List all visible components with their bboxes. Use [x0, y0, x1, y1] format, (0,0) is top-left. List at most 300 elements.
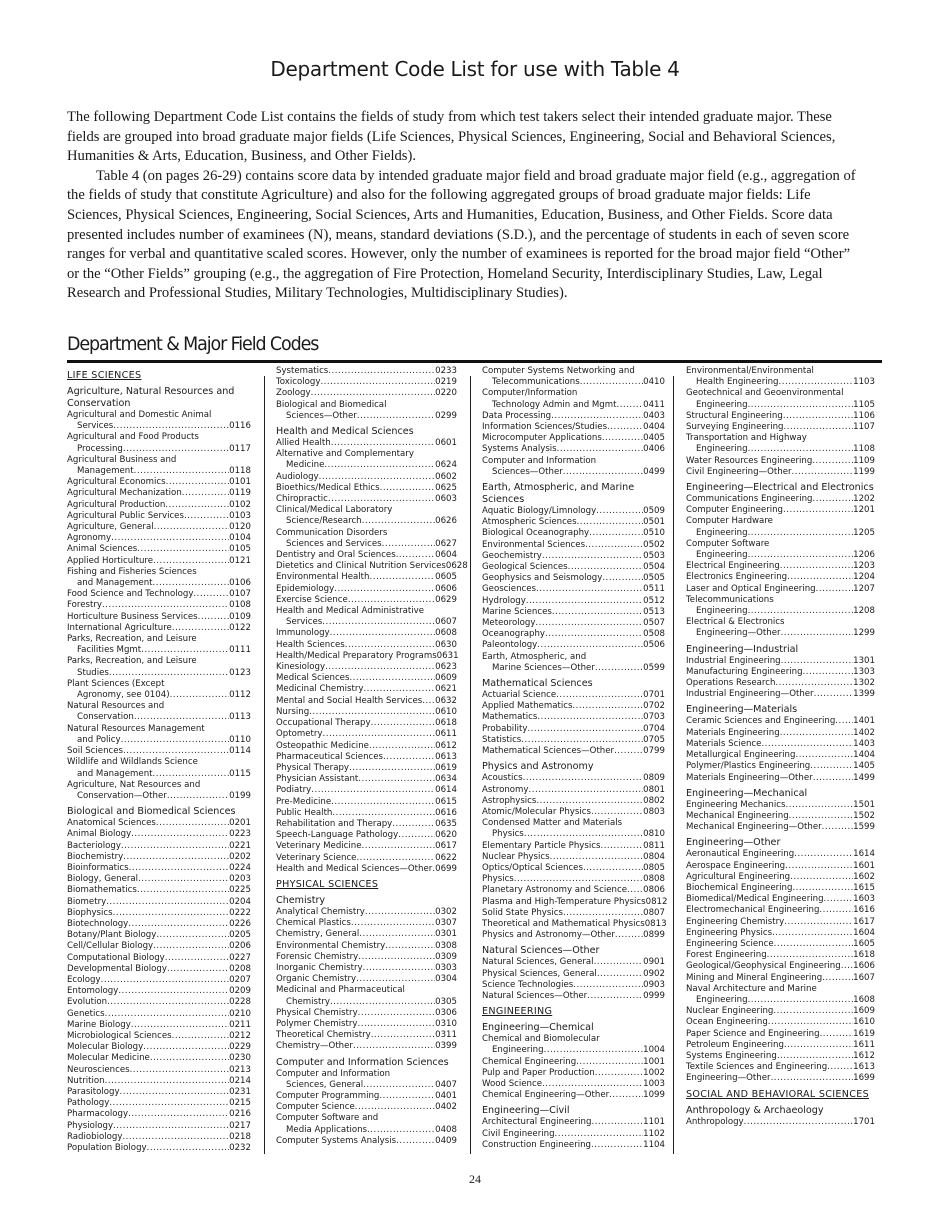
field-code: 0103 [229, 510, 251, 521]
field-name: Science Technologies [482, 979, 574, 990]
dot-leader [627, 885, 643, 896]
field-name: Ecology [67, 974, 101, 985]
field-code: 0310 [435, 1018, 457, 1029]
field-group-heading: Agriculture, Natural Resources and Conservation [67, 386, 235, 409]
field-code-entry [482, 444, 665, 455]
field-code-entry [686, 961, 875, 972]
field-name-line: Plant Sciences (Except [67, 678, 165, 689]
field-code-entry [482, 1079, 665, 1090]
field-code-entry [67, 544, 251, 555]
dot-leader [134, 712, 229, 723]
section-title: Department & Major Field Codes [67, 333, 319, 355]
field-code-entry [482, 991, 665, 1002]
field-name-line: Chemical and Biomolecular [482, 1034, 600, 1045]
field-code-entry [67, 500, 251, 511]
dot-leader [602, 433, 643, 444]
field-name: Information Sciences/Studies [482, 422, 608, 433]
field-code: 0108 [229, 600, 251, 611]
field-code-entry [67, 600, 251, 611]
field-code-entry [482, 1140, 665, 1151]
field-code: 0513 [643, 606, 665, 617]
field-code-entry [276, 628, 457, 639]
field-name: Botany/Plant Biology [67, 930, 157, 941]
field-code: 0613 [435, 751, 457, 762]
field-name: Systematics [276, 366, 329, 376]
dot-leader [334, 584, 435, 595]
field-code-entry [686, 883, 875, 894]
field-code-entry [276, 864, 457, 875]
field-code: 0207 [229, 974, 251, 985]
field-code-entry [276, 673, 457, 684]
field-code-entry [276, 377, 457, 388]
field-name: Radiobiology [67, 1131, 123, 1142]
dot-leader [813, 494, 854, 505]
field-code-entry [67, 852, 251, 863]
field-name: Probability [482, 723, 528, 734]
field-code-entry [276, 718, 457, 729]
field-code: 0902 [643, 968, 665, 979]
field-code: 0632 [435, 695, 457, 706]
dot-leader [323, 729, 436, 740]
field-code: 0609 [435, 673, 457, 684]
intro-paragraph-2: Table 4 (on pages 26-29) contains score data by intended graduate major field and broad graduate major field (e.g., aggregation of the fields of study that constitute Agriculture) and also for the following aggregated groups of broad graduate major fields: Life Sciences, Physical Sciences, Engineering, Social Sciences, Arts and Humanities, Education, Business, and Other Fields. Score data presented includes number of examinees (N), means, standard deviations (S.D.), and the percentage of students in each of seven score ranges for verbal and quantitative scaled scores. However, only the number of examinees is reported for the broad major field “Other” or the “Other Fields” grouping (e.g., the aggregation of Fire Protection, Homeland Security, Interdisciplinary Studies, Law, Legal Research and Professional Studies, Military Technologies, Multidisciplinary Studies). [67, 167, 856, 302]
field-code: 1612 [853, 1050, 875, 1061]
field-code-entry [686, 422, 875, 433]
field-name: Agricultural Economics [67, 477, 166, 488]
field-group-heading: Chemistry [276, 894, 326, 906]
field-name: Computer Engineering [686, 505, 784, 516]
field-code-entry [686, 894, 875, 905]
field-code-entry [276, 651, 457, 662]
dot-leader [348, 595, 435, 606]
field-name: Geological/Geophysical Engineering [686, 961, 841, 972]
field-code: 0304 [435, 974, 457, 985]
field-group-heading: Engineering—Materials [686, 704, 798, 716]
field-name: Applied Mathematics [482, 701, 573, 712]
field-code-entry [686, 1006, 875, 1017]
dot-leader [585, 540, 643, 551]
field-code-entry [686, 689, 875, 700]
field-code: 0811 [643, 840, 665, 851]
field-name: Computer Programming [276, 1090, 380, 1101]
field-name: Bacteriology [67, 840, 121, 851]
field-code: 0610 [435, 706, 457, 717]
field-name: Management [77, 466, 134, 477]
field-name: Atomic/Molecular Physics [482, 806, 591, 817]
field-code-entry [276, 907, 457, 918]
field-code: 0208 [229, 963, 251, 974]
field-code-entry [482, 957, 665, 968]
dot-leader [369, 741, 435, 752]
field-name: Chemical Plastics [276, 918, 351, 929]
field-name: Medicine [286, 460, 325, 471]
field-code: 0604 [435, 550, 457, 561]
field-group-heading: Biological and Biomedical Sciences [67, 806, 236, 818]
field-group-heading: Health and Medical Sciences [276, 426, 414, 438]
field-name: Optics/Optical Sciences [482, 862, 583, 873]
field-code: 0306 [435, 1007, 457, 1018]
dot-leader [595, 663, 643, 674]
dot-leader [382, 539, 435, 550]
field-code-entry [276, 707, 457, 718]
field-code: 0214 [229, 1075, 251, 1086]
field-name: Physical Sciences, General [482, 968, 597, 979]
field-name: Osteopathic Medicine [276, 740, 369, 751]
code-column-2 [276, 366, 468, 1147]
field-code-entry [686, 861, 875, 872]
field-code: 0215 [229, 1098, 251, 1109]
field-code: 0631 [436, 650, 459, 661]
field-name: Ocean Engineering [686, 1017, 768, 1028]
field-code: 0619 [435, 762, 457, 773]
dot-leader [172, 623, 229, 634]
field-code-entry [67, 986, 251, 997]
field-code-entry [276, 729, 457, 740]
dot-leader [167, 791, 229, 802]
dot-leader [781, 656, 854, 667]
dot-leader [577, 517, 644, 528]
field-code: 0499 [643, 466, 665, 477]
field-code-entry [482, 785, 665, 796]
field-code-entry [482, 540, 665, 551]
field-code-entry [482, 724, 665, 735]
field-name: International Agriculture [67, 622, 172, 633]
field-code-entry [482, 919, 665, 930]
category-heading: ENGINEERING [482, 1006, 553, 1018]
field-name: Wood Science [482, 1078, 543, 1089]
field-code-entry [67, 735, 251, 746]
field-name: Chemical Engineering—Other [482, 1090, 610, 1101]
field-name: Inorganic Chemistry [276, 962, 363, 973]
field-code: 0205 [229, 930, 251, 941]
field-code: 0119 [229, 488, 251, 499]
dot-leader [594, 957, 644, 968]
field-code-entry [67, 997, 251, 1008]
dot-leader [322, 617, 435, 628]
field-code: 0510 [643, 528, 665, 539]
field-name: Health/Medical Preparatory Programs [276, 650, 437, 661]
dot-leader [371, 1030, 435, 1041]
field-name: Applied Horticulture [67, 555, 154, 566]
field-name-line: Computer Hardware [686, 516, 773, 527]
field-code-entry [67, 1132, 251, 1143]
field-name: Geophysics and Seismology [482, 573, 603, 584]
field-code: 0121 [229, 555, 251, 566]
field-code: 0511 [643, 584, 665, 595]
dot-leader [767, 950, 853, 961]
field-code: 1104 [643, 1139, 665, 1150]
field-code-entry [276, 741, 457, 752]
dot-leader [542, 1079, 643, 1090]
field-name: Biology, General [67, 874, 139, 885]
field-code: 0812 [645, 896, 668, 907]
field-code: 0106 [229, 578, 251, 589]
dot-leader [551, 411, 643, 422]
field-code: 0399 [435, 1041, 457, 1052]
field-name: Bioethics/Medical Ethics [276, 482, 380, 493]
field-code-entry [686, 572, 875, 583]
field-name-line: Environmental/Environmental [686, 366, 814, 376]
field-code: 1204 [853, 572, 875, 583]
field-name: Operations Research [686, 678, 776, 689]
field-code: 0206 [229, 941, 251, 952]
field-code-entry [686, 377, 875, 388]
field-code-entry [67, 1065, 251, 1076]
field-name: Oceanography [482, 629, 545, 640]
field-name: Theoretical and Mathematical Physics [482, 918, 645, 929]
dot-leader [123, 746, 229, 757]
field-code: 0302 [435, 906, 457, 917]
field-code-entry [482, 433, 665, 444]
dot-leader [542, 551, 643, 562]
dot-leader [527, 724, 643, 735]
field-code-entry [686, 678, 875, 689]
field-code-entry [482, 467, 665, 478]
field-code: 0118 [229, 466, 251, 477]
dot-leader [102, 600, 229, 611]
field-name: Sciences—Other [286, 410, 357, 421]
dot-leader [600, 841, 643, 852]
dot-leader [362, 841, 436, 852]
field-name: Electrical Engineering [686, 561, 780, 572]
field-name-line: Agricultural and Food Products [67, 432, 199, 443]
field-code-entry [276, 763, 457, 774]
field-name: Electromechanical Engineering [686, 905, 820, 916]
field-code: 1609 [853, 1006, 875, 1017]
field-code: 0615 [435, 796, 457, 807]
field-code: 1402 [853, 727, 875, 738]
intro-text [67, 108, 857, 304]
field-group-heading: Engineering—Other [686, 837, 781, 849]
dot-leader [580, 377, 643, 388]
field-code: 1003 [643, 1078, 665, 1089]
field-name: Pharmaceutical Sciences [276, 751, 384, 762]
field-name-line: Earth, Atmospheric, and [482, 651, 587, 662]
field-code-entry [482, 852, 665, 863]
field-name: Conservation—Other [77, 790, 167, 801]
field-code: 0506 [643, 640, 665, 651]
field-code: 1102 [643, 1128, 665, 1139]
field-group-heading: Engineering—Mechanical [686, 787, 808, 799]
field-name: Medicinal Chemistry [276, 684, 364, 695]
field-name: Electronics Engineering [686, 572, 788, 583]
field-code: 0625 [435, 482, 457, 493]
dot-leader [156, 818, 229, 829]
field-code: 1401 [853, 716, 875, 727]
field-name: Astrophysics [482, 795, 537, 806]
dot-leader [118, 986, 229, 997]
field-code-entry [686, 528, 875, 539]
field-code-entry [686, 1117, 875, 1128]
dot-leader [835, 716, 853, 727]
field-code-entry [67, 964, 251, 975]
dot-leader [550, 852, 644, 863]
field-name: Rehabilitation and Therapy [276, 818, 393, 829]
field-name: Water Resources Engineering [686, 455, 813, 466]
field-name: Agronomy, see 0104) [77, 690, 170, 701]
dot-leader [795, 750, 853, 761]
dot-leader [369, 572, 435, 583]
field-code-entry [276, 952, 457, 963]
field-code: 0409 [435, 1135, 457, 1146]
field-code: 0311 [435, 1030, 457, 1041]
field-code: 0203 [229, 874, 251, 885]
field-code: 0614 [435, 785, 457, 796]
field-name: Cell/Cellular Biology [67, 941, 154, 952]
field-code: 0621 [435, 684, 457, 695]
dot-leader [128, 919, 229, 930]
field-code: 1607 [853, 972, 875, 983]
field-name: Engineering—Other [696, 628, 781, 639]
dot-leader [814, 689, 854, 700]
dot-leader [311, 388, 436, 399]
field-name: Mining and Mineral Engineering [686, 972, 823, 983]
field-code: 1502 [853, 810, 875, 821]
dot-leader [113, 1121, 229, 1132]
field-code: 0616 [435, 807, 457, 818]
field-code: 1499 [853, 772, 875, 783]
field-code: 0107 [229, 589, 251, 600]
field-code: 0305 [435, 996, 457, 1007]
field-name: Architectural Engineering [482, 1117, 592, 1128]
field-code-entry [686, 444, 875, 455]
field-code-entry [67, 466, 251, 477]
field-code: 0113 [229, 712, 251, 723]
field-name: Animal Sciences [67, 544, 138, 555]
dot-leader [328, 366, 435, 377]
code-column-4 [686, 366, 875, 1128]
dot-leader [392, 819, 435, 830]
dot-leader [557, 444, 643, 455]
field-code-entry [482, 663, 665, 674]
field-group-heading: Engineering—Industrial [686, 643, 799, 655]
code-column-3 [482, 366, 668, 1151]
field-name: Geological Sciences [482, 562, 568, 573]
dot-leader [556, 690, 643, 701]
field-code: 0219 [435, 377, 457, 388]
dot-leader [822, 822, 853, 833]
field-code-entry [276, 640, 457, 651]
field-code: 0627 [435, 538, 457, 549]
field-code: 0611 [435, 729, 457, 740]
dot-leader [351, 918, 435, 929]
field-code: 0502 [643, 539, 665, 550]
field-code-entry [276, 774, 457, 785]
field-code: 0809 [643, 773, 665, 784]
field-name-line: Biological and Biomedical [276, 399, 387, 410]
field-code: 0704 [643, 723, 665, 734]
field-name: Anatomical Sciences [67, 818, 156, 829]
field-code: 0233 [435, 366, 457, 376]
dot-leader [607, 422, 643, 433]
field-name: Studies [77, 667, 109, 678]
field-code: 1099 [643, 1090, 665, 1101]
dot-leader [398, 830, 435, 841]
field-code-entry [276, 572, 457, 583]
field-code-entry [686, 550, 875, 561]
field-code: 0309 [435, 951, 457, 962]
field-code: 1004 [643, 1045, 665, 1056]
field-name: Pulp and Paper Production [482, 1067, 595, 1078]
field-code-entry [67, 645, 251, 656]
field-name: Nuclear Physics [482, 851, 550, 862]
field-code-entry [67, 1020, 251, 1031]
dot-leader [775, 678, 853, 689]
field-code-entry [276, 797, 457, 808]
field-name: Aerospace Engineering [686, 860, 786, 871]
dot-leader [359, 929, 435, 940]
dot-leader [771, 1073, 854, 1084]
dot-leader [123, 852, 229, 863]
field-code: 0623 [435, 662, 457, 673]
field-name: Genetics [67, 1008, 105, 1019]
field-code: 0810 [643, 829, 665, 840]
field-code-entry [686, 849, 875, 860]
field-code-entry [482, 1117, 665, 1128]
field-code-entry [686, 728, 875, 739]
field-code-entry [482, 1068, 665, 1079]
dot-leader [783, 422, 853, 433]
dot-leader [536, 584, 643, 595]
field-name-line: Agriculture, Nat Resources and [67, 779, 201, 790]
field-code-entry [67, 477, 251, 488]
field-code-entry [686, 1029, 875, 1040]
field-name: Animal Biology [67, 829, 132, 840]
dot-leader [137, 885, 229, 896]
field-code: 0114 [229, 746, 251, 757]
field-code: 1002 [643, 1067, 665, 1078]
field-name: Microcomputer Applications [482, 433, 602, 444]
field-code: 0222 [229, 907, 251, 918]
field-code: 0402 [435, 1102, 457, 1113]
dot-leader [827, 1062, 853, 1073]
field-code-entry [482, 618, 665, 629]
field-name: Molecular Biology [67, 1042, 144, 1053]
dot-leader [787, 572, 853, 583]
field-code: 1109 [853, 455, 875, 466]
field-name: Planetary Astronomy and Science [482, 885, 627, 896]
field-code-entry [482, 584, 665, 595]
field-name: Elementary Particle Physics [482, 840, 601, 851]
field-name: Meteorology [482, 618, 536, 629]
field-code-entry [67, 1042, 251, 1053]
field-code: 0701 [643, 690, 665, 701]
field-name: Forestry [67, 600, 102, 611]
field-code: 1699 [853, 1073, 875, 1084]
field-code-entry [276, 550, 457, 561]
field-code: 0999 [643, 990, 665, 1001]
field-name-line: Clinical/Medical Laboratory [276, 505, 393, 516]
field-name: Services [77, 421, 114, 432]
field-code-entry [482, 506, 665, 517]
field-code: 1614 [853, 849, 875, 860]
field-code-entry [276, 438, 457, 449]
field-name: Atmospheric Sciences [482, 517, 577, 528]
field-code-entry [276, 1008, 457, 1019]
field-name: Civil Engineering—Other [686, 466, 792, 477]
dot-leader [514, 874, 643, 885]
field-code: 0507 [643, 618, 665, 629]
field-code: 1108 [853, 444, 875, 455]
field-code-entry [276, 752, 457, 763]
dot-leader [774, 939, 854, 950]
field-name: Paper Science and Engineering [686, 1028, 820, 1039]
field-name: Anthropology [686, 1116, 744, 1127]
field-code: 0634 [435, 774, 457, 785]
field-code-entry [482, 969, 665, 980]
field-code-entry [482, 874, 665, 885]
dot-leader [803, 667, 854, 678]
